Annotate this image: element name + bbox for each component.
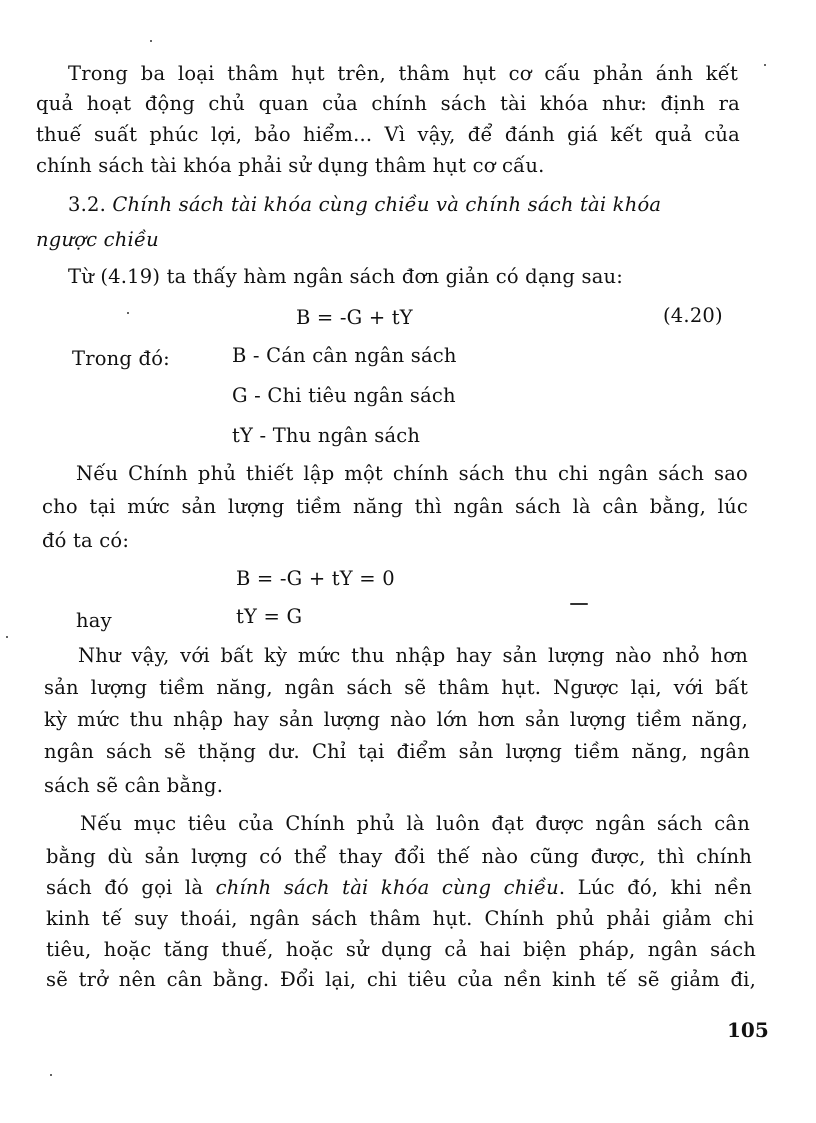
scan-speck xyxy=(127,312,129,314)
scan-speck xyxy=(150,40,152,42)
scan-speck xyxy=(764,64,766,66)
intro-line: Từ (4.19) ta thấy hàm ngân sách đơn giản có dạng sau: xyxy=(68,265,624,288)
equation-ty-equals-g: tY = G xyxy=(236,605,303,628)
paragraph-1-line-2: quả hoạt động chủ quan của chính sách tài khóa như: định ra xyxy=(36,92,740,115)
paragraph-3-line-1: Như vậy, với bất kỳ mức thu nhập hay sản lượng nào nhỏ hơn xyxy=(78,644,748,667)
where-item-ty: tY - Thu ngân sách xyxy=(232,424,421,447)
paragraph-4-line-4: kinh tế suy thoái, ngân sách thâm hụt. Chính phủ phải giảm chi xyxy=(46,907,754,930)
term-procyclical-fiscal-policy: chính sách tài khóa cùng chiều xyxy=(215,876,559,899)
paragraph-4-line-3-end: . Lúc đó, khi nền xyxy=(558,876,752,899)
page-number: 105 xyxy=(727,1018,769,1042)
equation-hay-label: hay xyxy=(76,609,112,632)
equation-number: (4.20) xyxy=(663,304,723,327)
paragraph-2-line-3: đó ta có: xyxy=(42,529,130,552)
where-label: Trong đó: xyxy=(72,347,170,370)
section-title-line-2: ngược chiều xyxy=(36,228,159,251)
equation-balanced-budget: B = -G + tY = 0 xyxy=(236,567,395,590)
paragraph-3-line-5: sách sẽ cân bằng. xyxy=(44,774,224,797)
paragraph-3-line-2: sản lượng tiềm năng, ngân sách sẽ thâm hụt. Ngược lại, với bất xyxy=(44,676,748,699)
paragraph-4-line-1: Nếu mục tiêu của Chính phủ là luôn đạt được ngân sách cân xyxy=(80,812,750,835)
paragraph-4-line-6: sẽ trở nên cân bằng. Đổi lại, chi tiêu của nền kinh tế sẽ giảm đi, xyxy=(46,968,756,991)
paragraph-2-line-2: cho tại mức sản lượng tiềm năng thì ngân sách là cân bằng, lúc xyxy=(42,495,748,518)
section-heading xyxy=(68,193,742,217)
paragraph-1-line-3: thuế suất phúc lợi, bảo hiểm... Vì vậy, để đánh giá kết quả của xyxy=(36,123,740,146)
paragraph-1-line-4: chính sách tài khóa phải sử dụng thâm hụt cơ cấu. xyxy=(36,154,545,177)
where-item-g: G - Chi tiêu ngân sách xyxy=(232,384,456,407)
paragraph-2-line-1: Nếu Chính phủ thiết lập một chính sách thu chi ngân sách sao xyxy=(76,462,748,485)
equation-4-20: B = -G + tY xyxy=(296,306,413,329)
paragraph-4-line-3-start: sách đó gọi là xyxy=(46,876,216,899)
where-item-b: B - Cán cân ngân sách xyxy=(232,344,457,367)
section-title-line-1: Chính sách tài khóa cùng chiều và chính sách tài khóa xyxy=(112,193,662,216)
scan-speck xyxy=(50,1074,52,1076)
paragraph-3-line-3: kỳ mức thu nhập hay sản lượng nào lớn hơn sản lượng tiềm năng, xyxy=(44,708,748,731)
paragraph-4-line-2: bằng dù sản lượng có thể thay đổi thế nào cũng được, thì chính xyxy=(46,845,752,868)
paragraph-4-line-3 xyxy=(46,876,752,900)
paragraph-1-line-1: Trong ba loại thâm hụt trên, thâm hụt cơ cấu phản ánh kết xyxy=(68,62,738,85)
section-number: 3.2. xyxy=(68,193,107,216)
scan-speck xyxy=(6,636,8,638)
paragraph-3-line-4: ngân sách sẽ thặng dư. Chỉ tại điểm sản lượng tiềm năng, ngân xyxy=(44,740,750,763)
scan-mark xyxy=(570,603,588,605)
paragraph-4-line-5: tiêu, hoặc tăng thuế, hoặc sử dụng cả hai biện pháp, ngân sách xyxy=(46,938,756,961)
